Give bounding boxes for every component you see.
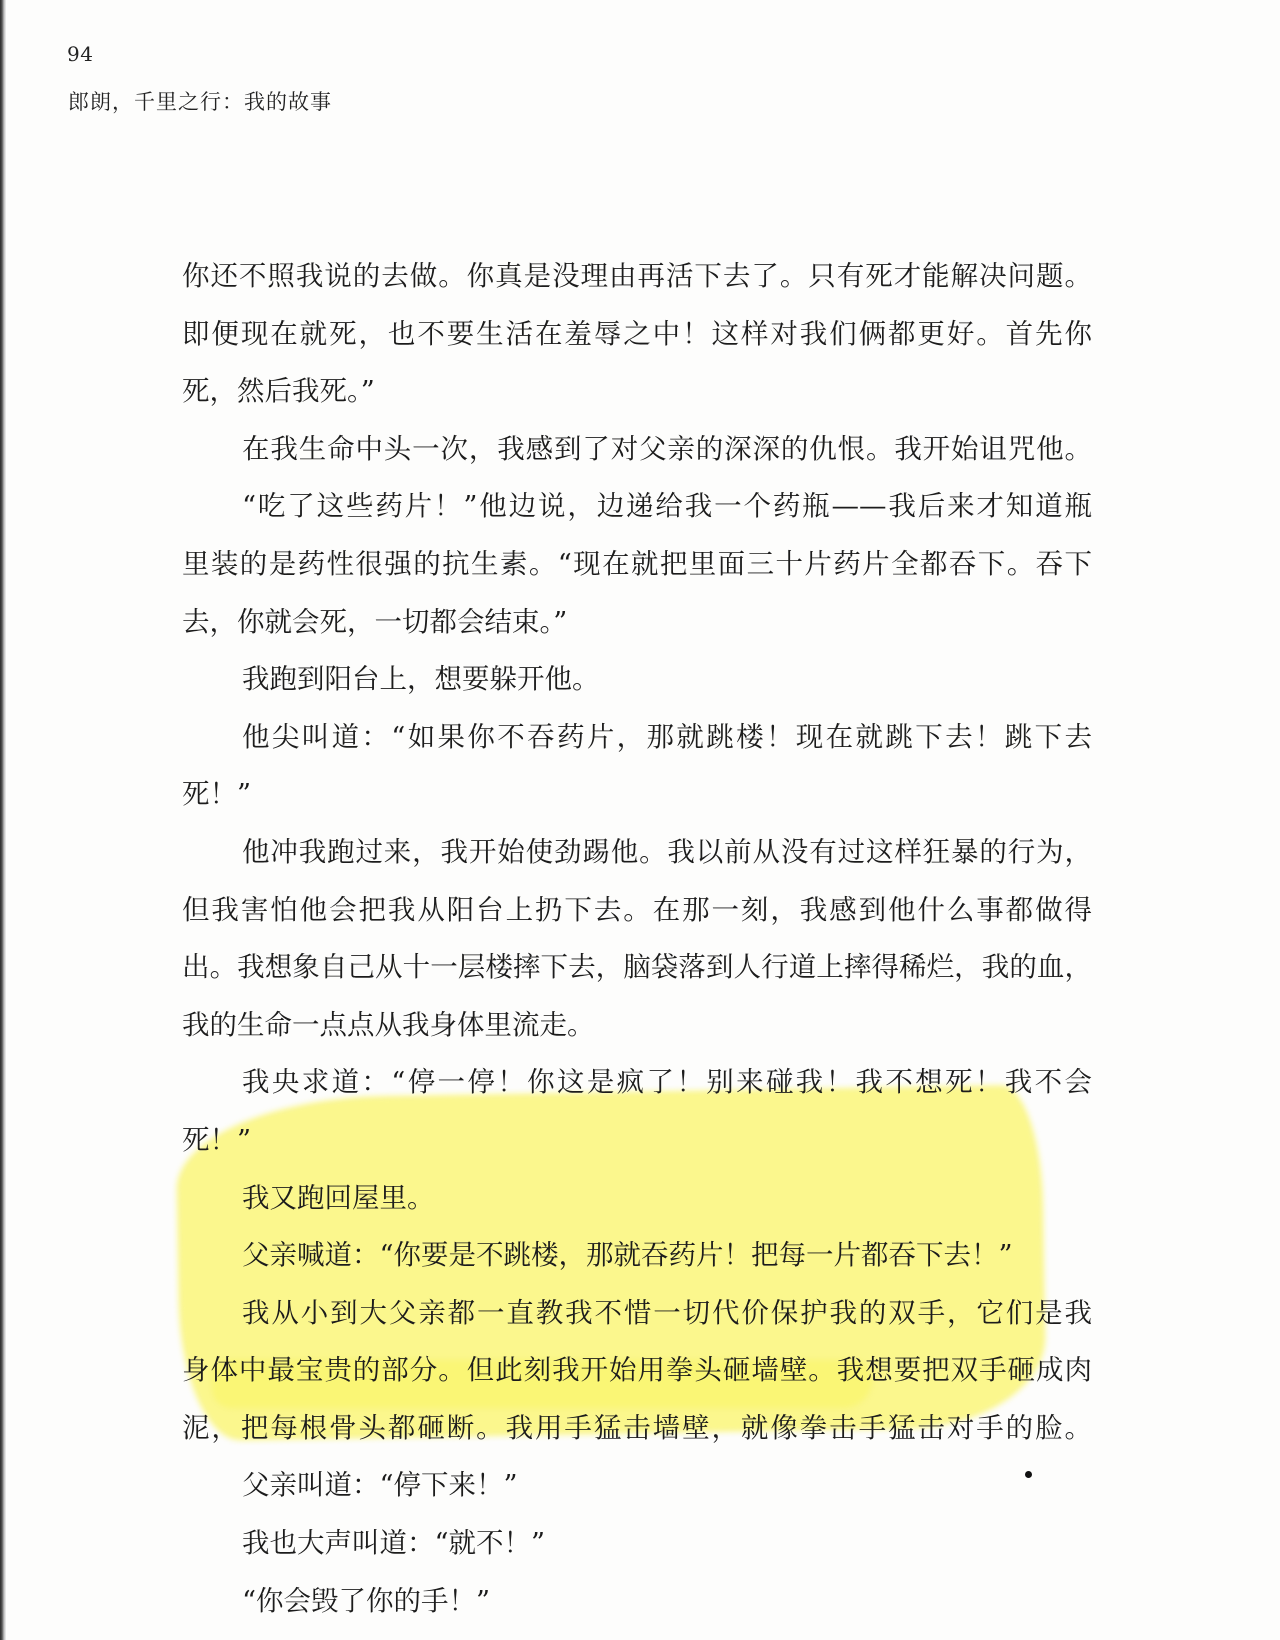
text-line: 你还不照我说的去做。你真是没理由再活下去了。只有死才能解决问题。	[182, 260, 1092, 292]
text-line: 死！”	[182, 778, 252, 811]
text-line: 里装的是药性很强的抗生素。“现在就把里面三十片药片全都吞下。吞下	[182, 547, 1092, 580]
text-line: “你会毁了你的手！”	[242, 1584, 491, 1617]
text-line: 在我生命中头一次，我感到了对父亲的深深的仇恨。我开始诅咒他。	[242, 432, 1092, 465]
text-line: 我又跑回屋里。	[242, 1181, 435, 1214]
text-line: “吃了这些药片！”他边说，边递给我一个药瓶——我后来才知道瓶	[242, 490, 1092, 523]
text-line: 但我害怕他会把我从阳台上扔下去。在那一刻，我感到他什么事都做得	[182, 893, 1092, 926]
text-line: 我跑到阳台上，想要躲开他。	[242, 663, 600, 696]
page-number: 94	[67, 42, 94, 66]
text-line: 父亲喊道：“你要是不跳楼，那就吞药片！把每一片都吞下去！”	[242, 1239, 1013, 1272]
body-text	[182, 248, 1092, 1630]
text-line: 我从小到大父亲都一直教我不惜一切代价保护我的双手，它们是我	[242, 1296, 1092, 1329]
running-head: 郎朗，千里之行：我的故事	[68, 90, 332, 114]
text-line: 他尖叫道：“如果你不吞药片，那就跳楼！现在就跳下去！跳下去	[242, 720, 1092, 753]
text-line: 去，你就会死，一切都会结束。”	[182, 605, 568, 638]
text-line: 父亲叫道：“停下来！”	[242, 1469, 518, 1502]
text-line: 死！”	[182, 1123, 252, 1156]
text-line: 出。我想象自己从十一层楼摔下去，脑袋落到人行道上摔得稀烂，我的血，	[182, 951, 1092, 984]
text-line: 死，然后我死。”	[182, 375, 375, 408]
text-line: 我也大声叫道：“就不！”	[242, 1527, 546, 1560]
text-line: 我央求道：“停一停！你这是疯了！别来碰我！我不想死！我不会	[242, 1066, 1092, 1099]
ink-dot	[1025, 1471, 1032, 1478]
text-line: 即便现在就死，也不要生活在羞辱之中！这样对我们俩都更好。首先你	[182, 317, 1092, 350]
text-line: 身体中最宝贵的部分。但此刻我开始用拳头砸墙壁。我想要把双手砸成肉	[182, 1354, 1092, 1387]
text-line: 泥，把每根骨头都砸断。我用手猛击墙壁，就像拳击手猛击对手的脸。	[182, 1411, 1092, 1444]
text-line: 他冲我跑过来，我开始使劲踢他。我以前从没有过这样狂暴的行为，	[242, 835, 1092, 868]
text-line: 我的生命一点点从我身体里流走。	[182, 1008, 595, 1041]
page-left-edge-shadow	[0, 0, 6, 1640]
